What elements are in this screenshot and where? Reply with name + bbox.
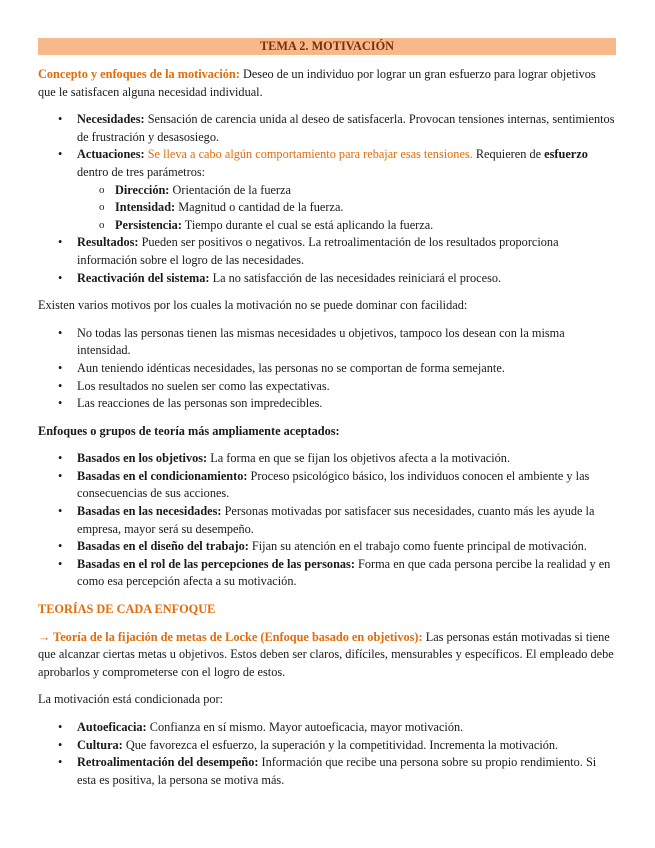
list-item-resultados [38, 234, 616, 269]
condicionada-intro: La motivación está condicionada por: [38, 692, 224, 707]
sub-item-text: Tiempo durante el cual se está aplicando la fuerza. [181, 217, 434, 232]
enfoque-label: Basadas en el condicionamiento: [77, 468, 248, 483]
actuaciones-label: Actuaciones: [77, 147, 145, 162]
necesidades-text: Sensación de carencia unida al deseo de satisfacerla. Provocan tensiones internas, sentimientos de frustración y desasosiego. [77, 112, 615, 144]
sub-item-label: Intensidad: [115, 200, 176, 215]
teorias-heading: TEORÍAS DE CADA ENFOQUE [38, 602, 216, 617]
actuaciones-bold-word: esfuerzo [544, 147, 588, 162]
page-title: TEMA 2. MOTIVACIÓN [38, 38, 616, 55]
locke-paragraph [38, 629, 616, 682]
sub-item-label: Dirección: [115, 182, 170, 197]
condicion-text: Confianza en sí mismo. Mayor autoeficacia, mayor motivación. [146, 720, 464, 734]
enfoque-text: Personas motivadas por satisfacer sus necesidades, cuanto más les ayude la empresa, mayor será su desempeño. [77, 504, 595, 536]
list-item: • Las reacciones de las personas son impredecibles. [38, 395, 616, 413]
necesidades-label: Necesidades: [77, 112, 145, 127]
parameters-sublist [77, 182, 616, 235]
intro-text: Deseo de un individuo por lograr un gran esfuerzo para lograr objetivos que le satisfacen alguna necesidad individual. [38, 67, 596, 99]
locke-text: Las personas están motivadas si tiene que alcanzar ciertas metas u objetivos. Estos deben ser claros, difíciles, mensurables y específicos. El empleado debe aprobarlos y comprometerse con el logro de estos. [38, 629, 614, 679]
condicion-text: Información que recibe una persona sobre su propio rendimiento. Si esta es positiva, la persona se motiva más. [77, 755, 597, 787]
list-item-actuaciones [38, 146, 616, 234]
motivos-list [38, 325, 616, 413]
document-page [38, 38, 616, 789]
list-item-necesidades [38, 111, 616, 146]
condicion-label: Retroalimentación del desempeño: [77, 755, 259, 770]
condicion-text: Que favorezca el esfuerzo, la superación y la competitividad. Incrementa la motivación. [122, 737, 559, 752]
enfoque-text: La forma en que se fijan los objetivos afecta a la motivación. [207, 451, 511, 466]
condicion-label: Cultura: [77, 737, 123, 752]
reactivacion-label: Reactivación del sistema: [77, 270, 210, 285]
enfoque-label: Basadas en el diseño del trabajo: [77, 539, 249, 554]
sub-item [77, 217, 616, 235]
list-item [38, 556, 616, 591]
list-item: • Aun teniendo idénticas necesidades, las personas no se comportan de forma semejante. [38, 360, 616, 378]
list-item [38, 754, 616, 789]
intro-label: Concepto y enfoques de la motivación: [38, 67, 240, 81]
actuaciones-text-a: Se lleva a cabo algún comportamiento para rebajar esas tensiones. [144, 147, 473, 162]
actuaciones-text-c: dentro de tres parámetros: [77, 164, 206, 179]
enfoque-text: Fijan su atención en el trabajo como fuente principal de motivación. [248, 539, 587, 554]
enfoque-text: Forma en que cada persona percibe la realidad y en como esa percepción afecta a su motivación. [77, 556, 611, 589]
sub-item-text: Magnitud o cantidad de la fuerza. [175, 200, 344, 215]
sub-item [77, 199, 616, 217]
sub-item [77, 182, 616, 200]
reactivacion-text: La no satisfacción de las necesidades reiniciará el proceso. [209, 270, 502, 285]
enfoques-heading [38, 423, 616, 441]
resultados-label: Resultados: [77, 235, 139, 250]
enfoque-label: Basadas en las necesidades: [77, 504, 222, 519]
condicionada-list [38, 719, 616, 789]
list-item [38, 719, 616, 737]
enfoque-text: Proceso psicológico básico, los individuos conocen el ambiente y las consecuencias de sus acciones. [77, 468, 590, 501]
list-item [38, 538, 616, 556]
intro-paragraph [38, 66, 616, 101]
sub-item-text: Orientación de la fuerza [169, 182, 291, 197]
enfoques-list [38, 450, 616, 591]
list-item [38, 737, 616, 755]
actuaciones-text-b: Requieren de [472, 147, 545, 162]
list-item-reactivacion [38, 270, 616, 288]
list-item [38, 468, 616, 503]
motivos-intro: Existen varios motivos por los cuales la motivación no se puede dominar con facilidad: [38, 298, 468, 313]
list-item [38, 503, 616, 538]
sub-item-label: Persistencia: [115, 217, 182, 232]
list-item [38, 450, 616, 468]
resultados-text: Pueden ser positivos o negativos. La retroalimentación de los resultados proporciona información sobre el logro de las necesidades. [77, 235, 559, 267]
list-item: • No todas las personas tienen las mismas necesidades u objetivos, tampoco los desean con la misma intensidad. [38, 325, 616, 360]
components-list [38, 111, 616, 287]
locke-label: → Teoría de la fijación de metas de Locke (Enfoque basado en objetivos): [38, 629, 423, 644]
list-item: • Los resultados no suelen ser como las expectativas. [38, 378, 616, 396]
enfoque-label: Basadas en el rol de las percepciones de las personas: [77, 556, 355, 571]
condicion-label: Autoeficacia: [77, 720, 147, 734]
enfoque-label: Basados en los objetivos: [77, 451, 208, 466]
enfoques-title: Enfoques o grupos de teoría más ampliamente aceptados: [38, 423, 340, 438]
